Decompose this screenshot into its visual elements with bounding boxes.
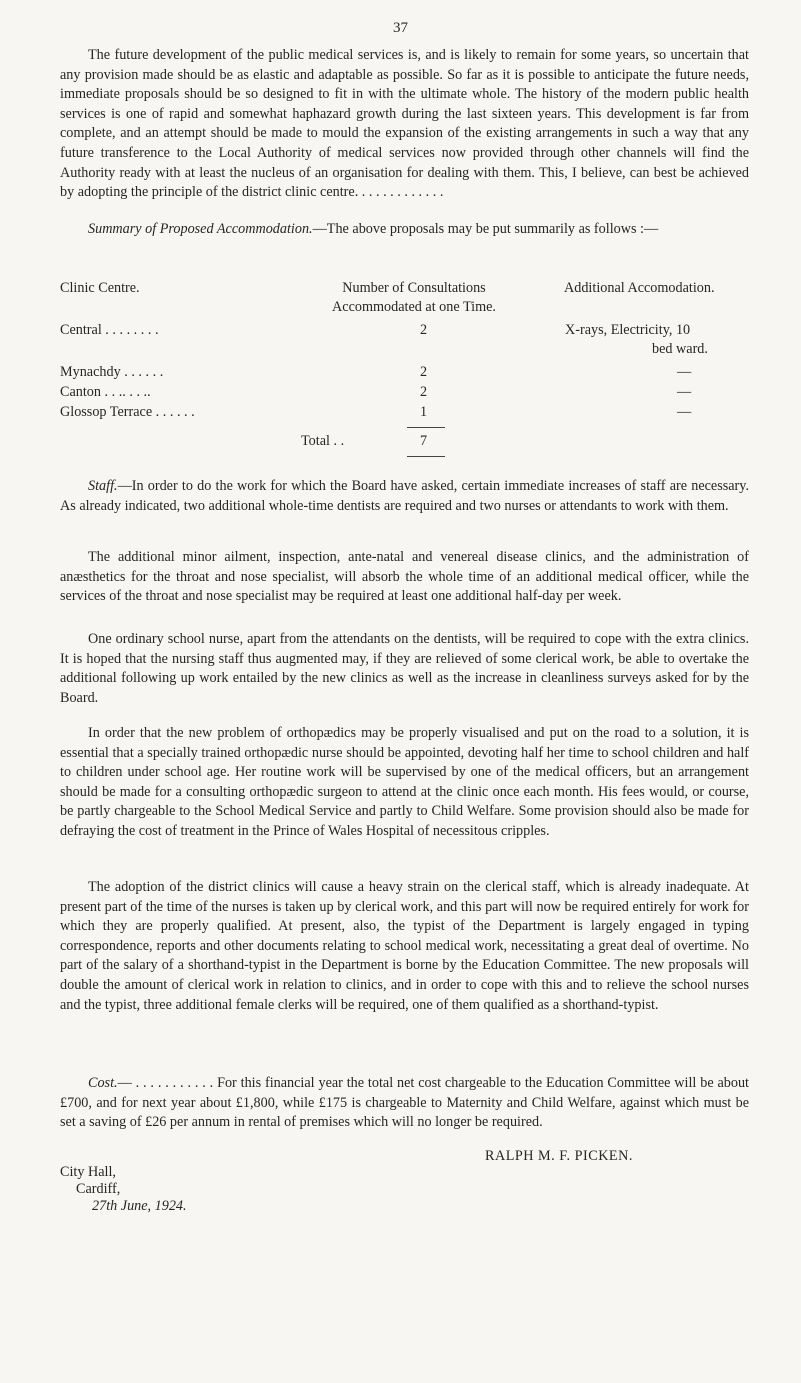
table-row-name: Glossop Terrace . . . . . . [60, 404, 195, 420]
paragraph-future-development: The future development of the public medical services is, and is likely to remain for some years, so uncertain that any provision made should be as elastic and adaptable as possible. So far as it is possible to anticipate the future needs, immediate proposals should be so designed to fit in with the ultimate whole. The history of the modern public health services is one of rapid and somewhat haphazard growth during the last sixteen years. This development is far from complete, and an attempt should be made to mould the expansion of the existing arrangements in such a way that any future transference to the Local Authority of medical services now provided through other channels will find the Authority ready with at least the nucleus of an organisation for dealing with them. This, I believe, can best be achieved by adopting the principle of the district clinic centre. . . . . . . . . . . . . [60, 47, 749, 201]
table-row-count: 2 [420, 364, 428, 380]
table-row-additional: X-rays, Electricity, 10 [565, 322, 691, 338]
header-consultations-2: Accommodated at one Time. [332, 299, 496, 315]
table-row-name: Mynachdy . . . . . . [60, 364, 164, 380]
table-row-additional: — [677, 384, 692, 400]
address-date: 27th June, 1924. [92, 1198, 187, 1214]
summary-text: —The above proposals may be put summarily as follows :— [312, 221, 659, 237]
table-row-count: 1 [420, 404, 428, 420]
paragraph-cost [60, 1074, 749, 1133]
paragraph-summary [60, 220, 749, 240]
cost-heading: Cost. [88, 1075, 118, 1091]
paragraph-orthopaedics: In order that the new problem of orthopædics may be properly visualised and put on the road to a solution, it is essential that a specially trained orthopædic nurse should be appointed, devoting half her time to school children and half to children under school age. Her routine work will be supervised by one of the medical officers, but an arrangement should be made for a consulting orthopædic surgeon to attend at the clinic once each month. His fees would, or course, be partly chargeable to the School Medical Service and partly to Child Welfare. Some provision should also be made for defraying the cost of treatment in the Prince of Wales Hospital of necessitous cripples. [60, 725, 749, 839]
cost-text: — . . . . . . . . . . . For this financial year the total net cost chargeable to the Education Committee will be about £700, and for next year about £1,800, while £175 is chargeable to Maternity and Child Welfare, against which must be set a saving of £26 per annum in rental of premises which will no longer be required. [60, 1075, 749, 1131]
table-row-additional: — [677, 404, 692, 420]
table-row-name: Canton . . .. . . .. [60, 384, 151, 400]
total-value: 7 [420, 433, 428, 449]
paragraph-minor-ailment: The additional minor ailment, inspection, ante-natal and venereal disease clinics, and the administration of anæsthetics for the throat and nose specialist, will absorb the whole time of an additional medical officer, while the services of the throat and nose specialist may be required at least one additional half-day per week. [60, 549, 749, 605]
table-row-count: 2 [420, 322, 428, 338]
summary-heading: Summary of Proposed Accommodation. [88, 221, 313, 237]
staff-text: —In order to do the work for which the Board have asked, certain immediate increases of staff are necessary. As already indicated, two additional whole-time dentists are required and two nurses or attendants to work with them. [60, 478, 749, 514]
address-line-1: City Hall, [60, 1164, 116, 1180]
paragraph-clerical: The adoption of the district clinics will cause a heavy strain on the clerical staff, which is already inadequate. At present part of the time of the nurses is taken up by clerical work, and this part will now be required entirely for work for which they are properly qualified. At present, also, the typist of the Department is largely engaged in typing correspondence, reports and other documents relating to school medical work, necessitating a great deal of overtime. No part of the salary of a shorthand-typist in the Department is borne by the Education Committee. The new proposals will double the amount of clerical work in relation to clinics, and in order to cope with this and to relieve the school nurses and the typist, three additional female clerks will be required, one of them qualified as a shorthand-typist. [60, 879, 749, 1013]
total-rule-bottom [407, 456, 445, 457]
header-additional-accommodation: Additional Accomodation. [564, 280, 715, 296]
paragraph-staff [60, 477, 749, 516]
staff-heading: Staff. [88, 478, 118, 494]
signature: RALPH M. F. PICKEN. [485, 1148, 633, 1164]
total-label: Total . . [301, 433, 345, 449]
table-row-name: Central . . . . . . . . [60, 322, 159, 338]
header-consultations-1: Number of Consultations [342, 280, 486, 296]
paragraph-school-nurse: One ordinary school nurse, apart from the attendants on the dentists, will be required to cope with the extra clinics. It is hoped that the nursing staff thus augmented may, if they are relieved of some clerical work, be able to overtake the additional following up work entailed by the new clinics as well as the increase in cleanliness surveys asked for by the Board. [60, 631, 749, 706]
total-rule-top [407, 427, 445, 428]
table-row-additional: — [677, 364, 692, 380]
header-clinic-centre: Clinic Centre. [60, 280, 140, 296]
page-number: 37 [393, 20, 408, 36]
address-line-2: Cardiff, [76, 1181, 121, 1197]
table-row-count: 2 [420, 384, 428, 400]
table-row-additional-cont: bed ward. [652, 341, 708, 357]
